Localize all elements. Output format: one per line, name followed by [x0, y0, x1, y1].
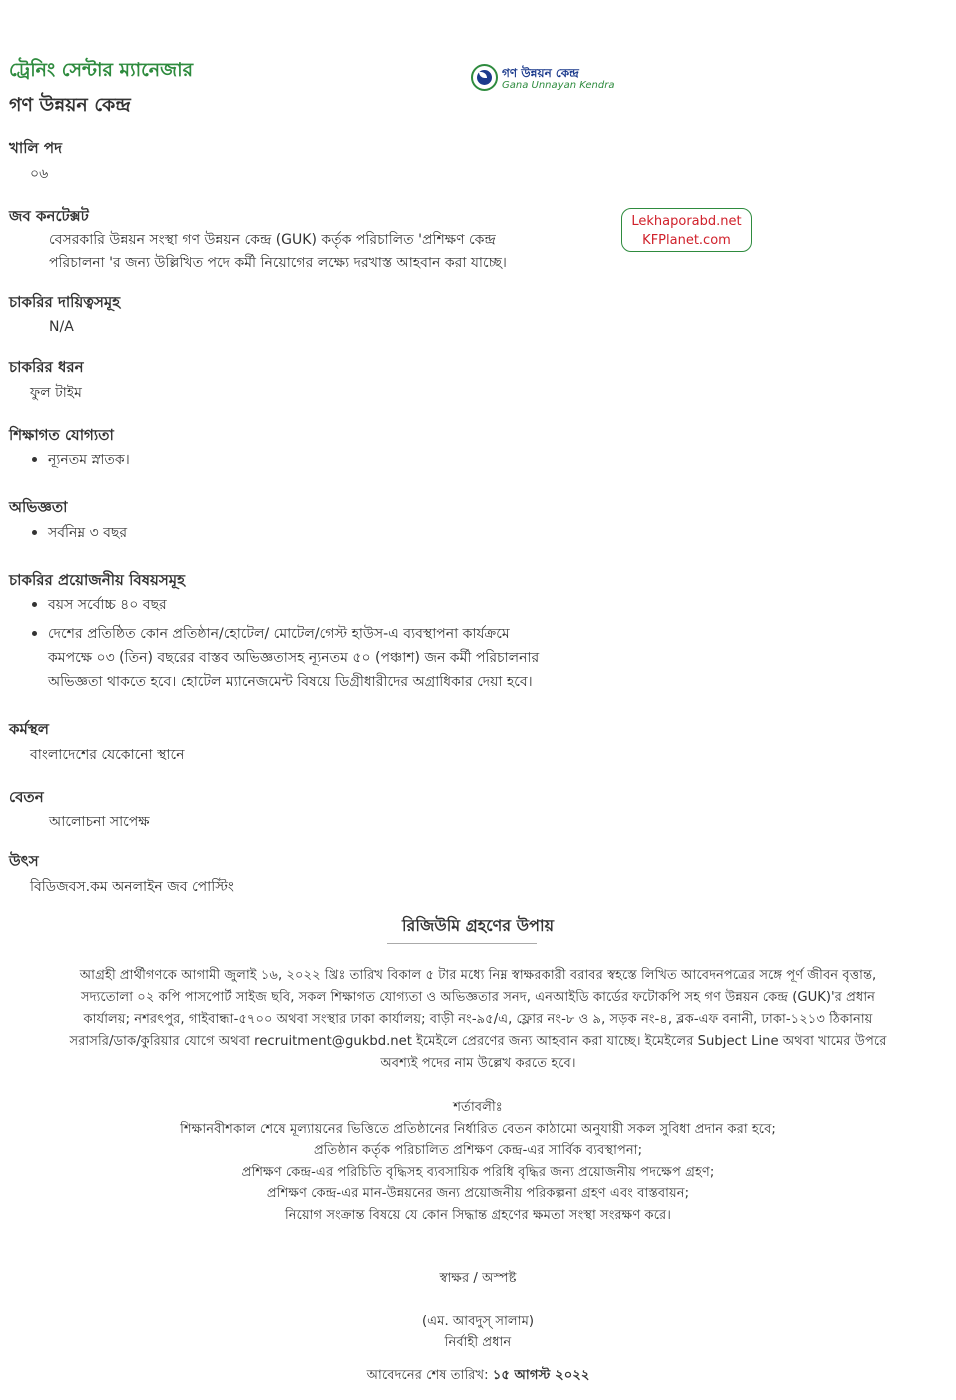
job-context-line-2: পরিচালনা 'র জন্য উল্লিখিত পদে কর্মী নিয়োগের লক্ষ্যে দরখাস্ত আহবান করা যাচ্ছে। — [49, 255, 507, 271]
requirement-item-2-line-1: দেশের প্রতিষ্ঠিত কোন প্রতিষ্ঠান/হোটেল/ মোটেল/গেস্ট হাউস-এ ব্যবস্থাপনা কার্যক্রমে — [48, 626, 510, 642]
resume-line-1: আগ্রহী প্রার্থীগণকে আগামী জুলাই ১৬, ২০২২ খ্রিঃ তারিখ বিকাল ৫ টার মধ্যে নিম্ন স্বাক্ষরকারী বরাবর স্বহস্তে লিখিত আবেদনপত্রের সঙ্গে পূর্ণ জীবন বৃত্তান্ত, — [79, 968, 877, 983]
logo-text-en: Gana Unnayan Kendra — [502, 80, 615, 91]
experience-item: সর্বনিম্ন ৩ বছর — [32, 521, 127, 545]
term-4: প্রশিক্ষণ কেন্দ্র-এর মান-উন্নয়নের জন্য প্রয়োজনীয় পরিকল্পনা গ্রহণ এবং বাস্তবায়ন; — [266, 1186, 690, 1201]
salary-heading: বেতন — [9, 788, 44, 806]
resume-heading: রিজিউমি গ্রহণের উপায় — [401, 916, 555, 935]
source-heading: উৎস — [9, 852, 39, 870]
watermark-line-2: KFPlanet.com — [642, 233, 731, 248]
requirement-item-1: বয়স সর্বোচ্চ ৪০ বছর — [32, 593, 167, 617]
education-item: ন্যূনতম স্নাতক। — [32, 448, 130, 472]
job-context-line-1: বেসরকারি উন্নয়ন সংস্থা গণ উন্নয়ন কেন্দ্র (GUK) কর্তৃক পরিচালিত 'প্রশিক্ষণ কেন্দ্র — [49, 232, 496, 248]
deadline-label: আবেদনের শেষ তারিখ: — [366, 1368, 489, 1383]
resume-line-3: কার্যালয়; নশরৎপুর, গাইবান্ধা-৫৭০০ অথবা সংস্থার ঢাকা কার্যালয়; বাড়ী নং-৯৫/এ, ফ্লোর নং-৮ ও ৯, সড়ক নং-৪, ব্লক-এফ বনানী, ঢাকা-১২১৩ ঠিকানায় — [83, 1012, 873, 1027]
job-context-heading: জব কনটেক্সট — [9, 207, 89, 225]
term-3: প্রশিক্ষণ কেন্দ্র-এর পরিচিতি বৃদ্ধিসহ ব্যবসায়িক পরিধি বৃদ্ধির জন্য প্রয়োজনীয় পদক্ষেপ গ্রহণ; — [241, 1164, 715, 1180]
experience-heading: অভিজ্ঞতা — [9, 498, 68, 516]
deadline-value: ১৫ আগস্ট ২০২২ — [492, 1368, 590, 1383]
deadline — [0, 1365, 956, 1387]
watermark-box — [621, 208, 752, 252]
resume-line-5: অবশ্যই পদের নাম উল্লেখ করতে হবে। — [380, 1056, 576, 1071]
requirement-item-2 — [32, 622, 539, 694]
resume-heading-underline — [387, 943, 537, 944]
location-value: বাংলাদেশের যেকোনো স্থানে — [30, 747, 185, 763]
location-heading: কর্মস্থল — [9, 720, 49, 738]
job-type-heading: চাকরির ধরন — [9, 358, 84, 376]
logo-emblem-icon — [471, 64, 498, 91]
job-type-value: ফুল টাইম — [30, 385, 82, 401]
signer-title: নির্বাহী প্রধান — [444, 1335, 512, 1350]
job-title: ট্রেনিং সেন্টার ম্যানেজার — [9, 59, 194, 81]
logo-text-bn: গণ উন্নয়ন কেন্দ্র — [502, 66, 579, 80]
company-name: গণ উন্নয়ন কেন্দ্র — [9, 94, 131, 116]
source-value: বিডিজবস.কম অনলাইন জব পোস্টিং — [30, 879, 234, 895]
salary-value: আলোচনা সাপেক্ষ — [49, 814, 150, 830]
watermark-line-1: Lekhaporabd.net — [631, 214, 742, 229]
term-5: নিয়োগ সংক্রান্ত বিষয়ে যে কোন সিদ্ধান্ত গ্রহণের ক্ষমতা সংস্থা সংরক্ষণ করে। — [285, 1207, 671, 1223]
terms-block — [0, 1097, 956, 1226]
terms-title: শর্তাবলীঃ — [453, 1100, 503, 1115]
signature: স্বাক্ষর / অস্পষ্ট — [439, 1271, 517, 1286]
education-heading: শিক্ষাগত যোগ্যতা — [9, 426, 114, 444]
resume-line-2: সদ্যতোলা ০২ কপি পাসপোর্ট সাইজ ছবি, সকল শিক্ষাগত যোগ্যতা ও অভিজ্ঞতার সনদ, এনআইডি কার্ডের ফটোকপি সহ গণ উন্নয়ন কেন্দ্র (GUK)'র প্রধান — [80, 990, 876, 1005]
responsibilities-heading: চাকরির দায়িত্বসমূহ — [9, 293, 121, 311]
responsibilities-value: N/A — [49, 319, 74, 335]
requirement-item-2-line-3: অভিজ্ঞতা থাকতে হবে। হোটেল ম্যানেজমেন্ট বিষয়ে ডিগ্রীধারীদের অগ্রাধিকার দেয়া হবে। — [48, 674, 533, 690]
company-logo — [471, 64, 615, 94]
term-1: শিক্ষানবীশকাল শেষে মূল্যায়নের ভিত্তিতে প্রতিষ্ঠানের নির্ধারিত বেতন কাঠামো অনুযায়ী সকল সুবিধা প্রদান করা হবে; — [180, 1121, 776, 1137]
requirement-item-2-line-2: কমপক্ষে ০৩ (তিন) বছরের বাস্তব অভিজ্ঞতাসহ ন্যূনতম ৫০ (পঞ্চাশ) জন কর্মী পরিচালনার — [48, 650, 540, 666]
signer-name: (এম. আবদুস্ সালাম) — [421, 1314, 535, 1329]
term-2: প্রতিষ্ঠান কর্তৃক পরিচালিত প্রশিক্ষণ কেন্দ্র-এর সার্বিক ব্যবস্থাপনা; — [313, 1143, 643, 1158]
resume-instructions — [18, 965, 938, 1075]
vacancy-heading: খালি পদ — [9, 139, 62, 157]
resume-line-4: সরাসরি/ডাক/কুরিয়ার যোগে অথবা recruitment@gukbd.net ইমেইলে প্রেরণের জন্য আহবান করা যাচ্ছে। ইমেইলের Subject Line অথবা খামের উপরে — [69, 1034, 887, 1049]
vacancy-value: ০৬ — [30, 166, 49, 182]
requirements-heading: চাকরির প্রয়োজনীয় বিষয়সমূহ — [9, 571, 185, 589]
